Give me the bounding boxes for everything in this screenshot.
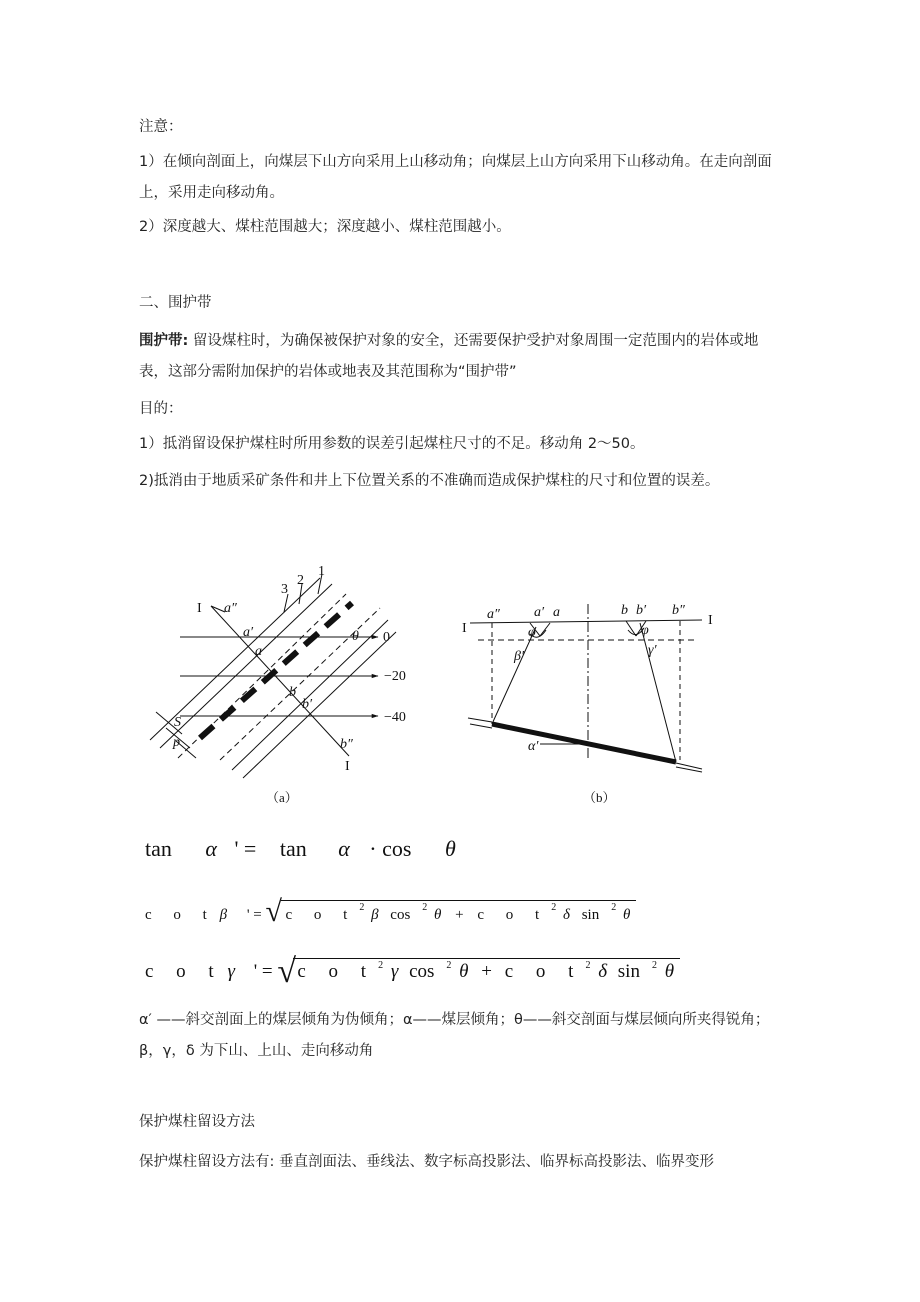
f3-plus: + [481,961,492,982]
diagram-b [468,604,702,772]
definition-term: 围护带: [139,333,189,349]
definition-text: 留设煤柱时，为确保被保护对象的安全，还需要保护受护对象周围一定范围内的岩体或地表，这部分需附加保护的岩体或地表及其范围称为“围护带” [139,333,759,380]
f3-sin: sin [617,961,640,982]
f3-sq1: 2 [378,960,384,971]
methods-text: 保护煤柱留设方法有: 垂直剖面法、垂线法、数字标高投影法、临界标高投影法、临界变形 [139,1154,714,1170]
symbol-legend: α′ ——斜交剖面上的煤层倾角为伪倾角；α——煤层倾角；θ——斜交剖面与煤层倾向所夹得锐角；β，γ，δ 为下山、上山、走向移动角 [139,1012,770,1059]
label-S: S [174,715,181,730]
f1-theta: θ [444,836,456,861]
f1-tan: tan [145,836,172,861]
f3-theta: θ [459,961,469,982]
f3-gamma: γ [227,961,235,982]
purpose-heading: 目的： [139,401,183,417]
note-heading: 注意： [139,119,183,135]
f2-radical-sign: √ [265,895,282,928]
f2-beta2: β [371,907,379,923]
label-3: 3 [281,582,288,597]
f2-cot: c o t [145,907,216,923]
label-b-double-prime: b″ [340,737,353,752]
f3-cot-a: c o t [297,961,376,982]
label-b-a-prime: a′ [534,605,545,620]
label-b-a: a [553,605,560,620]
label-level-40: −40 [384,710,406,725]
caption-b: （b） [583,790,616,805]
f3-cos: cos [409,961,435,982]
f2-sq3: 2 [551,902,557,913]
f3-sq4: 2 [651,960,657,971]
f3-radical-sign: √ [277,953,297,990]
label-theta: θ [352,629,359,644]
methods-heading: 保护煤柱留设方法 [139,1114,255,1130]
f2-beta: β [219,907,228,923]
diagram-a [150,574,396,778]
label-level-20: −20 [384,669,406,684]
f2-sq1: 2 [359,902,365,913]
f2-cot-b: c o t [477,907,549,923]
label-gamma-prime: γ′ [648,643,657,658]
label-b: b [289,685,296,700]
label-2: 2 [297,573,304,588]
label-b-b-double-prime: b″ [672,603,685,618]
f2-sqrt [265,895,636,928]
f1-dot-cos: · cos [369,836,412,861]
label-a-prime: a′ [243,625,254,640]
label-b-I-left: I [462,621,467,636]
label-a-double-prime: a″ [224,601,237,616]
label-b-b: b [621,603,628,618]
f3-gamma2: γ [390,961,399,982]
label-p: p [173,735,180,750]
label-phi-left: φ [528,625,536,640]
diagram-a-labels [172,564,406,805]
f3-delta: δ [598,961,608,982]
f1-tan2: tan [279,836,307,861]
formula-tan-alpha-prime [145,836,456,862]
f3-theta2: θ [664,961,675,982]
label-1: 1 [318,564,325,579]
f2-plus: + [455,907,464,923]
f2-sq4: 2 [611,902,617,913]
label-I-top: I [197,601,202,616]
f2-cot-a: c o t [285,907,357,923]
f2-delta: δ [562,907,570,923]
label-b-prime: b′ [302,697,313,712]
f1-alpha2: α [338,836,350,861]
diagram-b-labels [462,603,713,805]
note-item-1: 1）在倾向剖面上，向煤层下山方向采用上山移动角；向煤层上山方向采用下山移动角。在走向剖面上，采用走向移动角。 [139,154,772,201]
f3-sqrt [277,953,680,990]
label-beta-prime: β′ [514,649,525,664]
label-alpha-prime: α′ [528,739,539,754]
label-b-a-double-prime: a″ [487,607,500,622]
f3-sq2: 2 [446,960,452,971]
label-b-b-prime: b′ [636,603,647,618]
purpose-item-2: 2)抵消由于地质采矿条件和井上下位置关系的不准确而造成保护煤柱的尺寸和位置的误差。 [139,473,720,489]
f2-cos: cos [390,907,411,923]
f3-cot-b: c o t [504,961,583,982]
purpose-item-1: 1）抵消留设保护煤柱时所用参数的误差引起煤柱尺寸的不足。移动角 2～50。 [139,436,645,452]
f2-theta: θ [434,907,442,923]
label-level-0: 0 [383,630,390,645]
formula-cot-beta-prime [145,895,636,928]
f2-theta2: θ [622,907,631,923]
section-heading: 二、围护带 [139,295,212,311]
label-a: a [255,644,262,659]
note-item-2: 2）深度越大、煤柱范围越大；深度越小、煤柱范围越小。 [139,219,511,235]
formula-cot-gamma-prime [145,953,680,990]
f3-prime-eq: ' = [253,961,273,982]
f3-sq3: 2 [585,960,591,971]
caption-a: （a） [266,790,298,805]
f3-cot: c o t [145,961,223,982]
f2-prime-eq: ' = [246,907,262,923]
label-I-bottom: I [345,759,350,774]
label-phi-right: φ [641,623,649,638]
f1-prime-eq: ' = [234,836,257,861]
definition-paragraph [139,326,784,388]
f2-sq2: 2 [422,902,428,913]
label-b-I-right: I [708,613,713,628]
f1-alpha: α [205,836,217,861]
f2-sin: sin [581,907,600,923]
